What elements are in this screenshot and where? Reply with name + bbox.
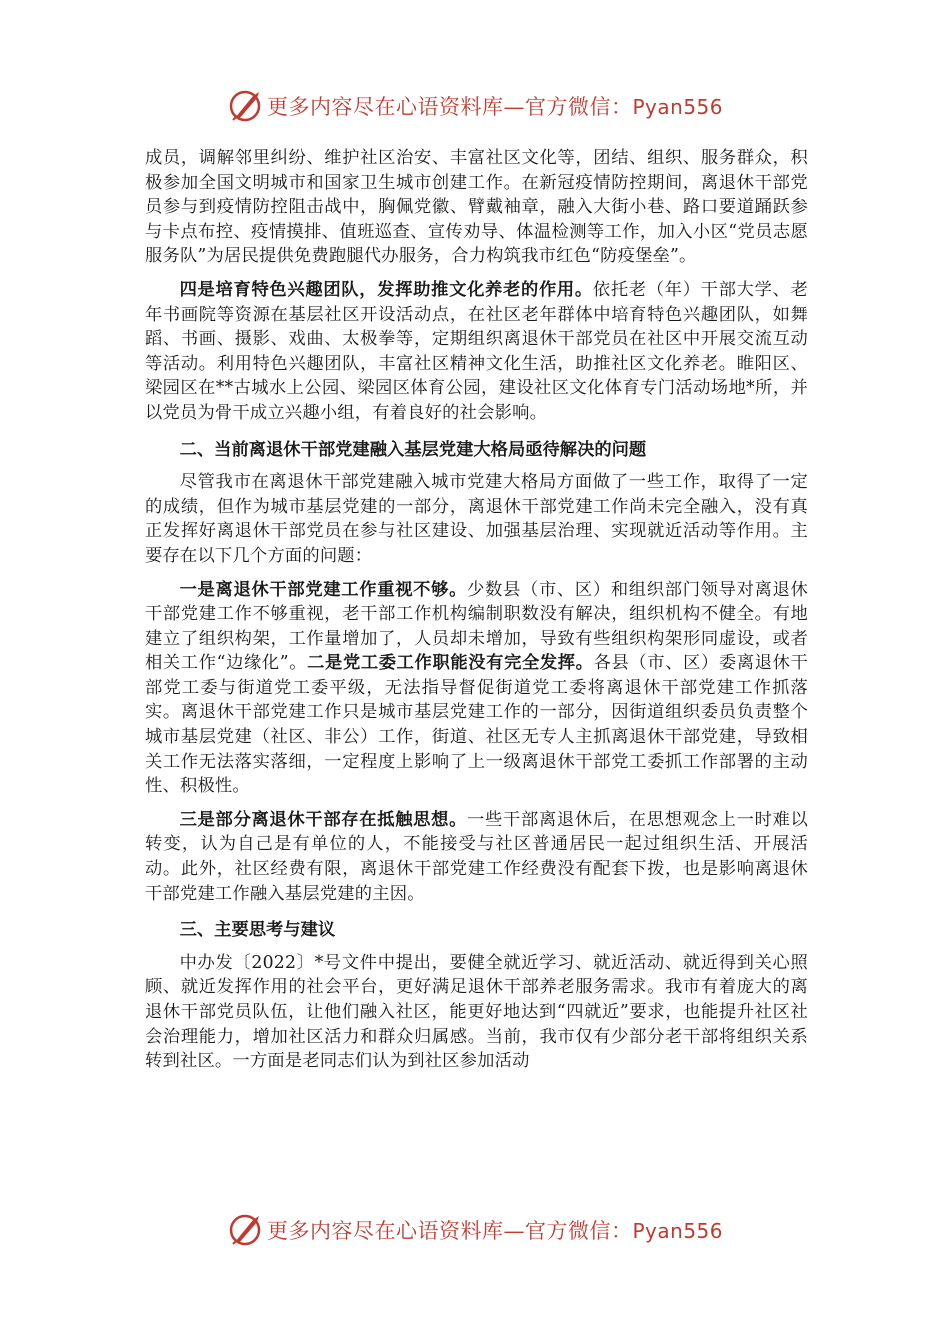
wechat-id: Pyan556 bbox=[632, 1219, 723, 1243]
header-banner bbox=[0, 84, 950, 128]
problem-three-lead: 三是部分离退休干部存在抵触思想。 bbox=[179, 809, 468, 830]
section-heading-three: 三、主要思考与建议 bbox=[179, 920, 336, 941]
problem-one-body: 少数县（市、区）和组织部门领导对离退休干部党建工作不够重视，老干部工作机构编制职数没有解决，组织机构不健全。有地建立了组织构架，工作量增加了，人员却未增加，导致有些组织构架形同虚设，或者相关工作“边缘化”。 bbox=[145, 579, 808, 674]
point-four-body: 依托老（年）干部大学、老年书画院等资源在基层社区开设活动点，在社区老年群体中培育特色兴趣团队，如舞蹈、书画、摄影、戏曲、太极拳等，定期组织离退休干部党员在社区中开展交流互动等活动。利用特色兴趣团队，丰富社区精神文化生活，助推社区文化养老。睢阳区、梁园区在**古城水上公园、梁园区体育公园，建设社区文化体育专门活动场地*所，并以党员为骨干成立兴趣小组，有着良好的社会影响。 bbox=[145, 279, 808, 423]
footer-banner bbox=[0, 1208, 950, 1252]
quill-pen-logo-icon bbox=[227, 1212, 263, 1248]
wechat-id: Pyan556 bbox=[632, 95, 723, 119]
paragraph-point-four bbox=[145, 278, 808, 426]
banner-text: 更多内容尽在心语资料库—官方微信：Pyan556 bbox=[266, 95, 723, 119]
problem-two-body: 各县（市、区）委离退休干部党工委与街道党工委平级，无法指导督促街道党工委将离退休干部党建工作抓落实。离退休干部党建工作只是城市基层党建工作的一部分，因街道组织委员负责整个城市基层党建（社区、非公）工作，街道、社区无专人主抓离退休干部党建，导致相关工作无法落实落细，一定程度上影响了上一级离退休干部党工委抓工作部署的主动性、积极性。 bbox=[145, 653, 809, 797]
problem-two-lead: 二是党工委工作职能没有完全发挥。 bbox=[307, 653, 594, 674]
document-body bbox=[145, 146, 808, 1074]
paragraph-suggestions: 中办发〔2022〕*号文件中提出，要健全就近学习、就近活动、就近得到关心照顾、就近发挥作用的社会平台，更好满足退休干部养老服务需求。我市有着庞大的离退休干部党员队伍，让他们融入社区，能更好地达到“四就近”要求，也能提升社区社会治理能力，增加社区活力和群众归属感。当前，我市仅有少部分老干部将组织关系转到社区。一方面是老同志们认为到社区参加活动 bbox=[145, 952, 808, 1072]
problem-one-lead: 一是离退休干部党建工作重视不够。 bbox=[179, 579, 468, 600]
paragraph-continued: 成员，调解邻里纠纷、维护社区治安、丰富社区文化等，团结、组织、服务群众，积极参加全国文明城市和国家卫生城市创建工作。在新冠疫情防控期间，离退休干部党员参与到疫情防控阻击战中，胸佩党徽、臂戴袖章，融入大街小巷、路口要道踊跃参与卡点布控、疫情摸排、值班巡查、宣传劝导、体温检测等工作，加入小区“党员志愿服务队”为居民提供免费跑腿代办服务，合力构筑我市红色“防疫堡垒”。 bbox=[145, 148, 808, 267]
quill-pen-logo-icon bbox=[227, 88, 263, 124]
banner-text: 更多内容尽在心语资料库—官方微信：Pyan556 bbox=[266, 1219, 723, 1243]
paragraph-problems-intro: 尽管我市在离退休干部党建融入城市党建大格局方面做了一些工作，取得了一定的成绩，但作为城市基层党建的一部分，离退休干部党建工作尚未完全融入，没有真正发挥好离退休干部党员在参与社区建设、加强基层治理、实现就近活动等作用。主要存在以下几个方面的问题： bbox=[145, 472, 808, 566]
problem-three-body: 一些干部离退休后，在思想观念上一时难以转变，认为自己是有单位的人，不能接受与社区普通居民一起过组织生活、开展活动。此外，社区经费有限，离退休干部党建工作经费没有配套下拨，也是影响离退休干部党建工作融入基层党建的主因。 bbox=[145, 809, 808, 904]
paragraph-problem-one-two bbox=[145, 578, 808, 799]
point-four-lead: 四是培育特色兴趣团队，发挥助推文化养老的作用。 bbox=[179, 279, 593, 300]
section-heading-two: 二、当前离退休干部党建融入基层党建大格局亟待解决的问题 bbox=[179, 439, 647, 460]
paragraph-problem-three bbox=[145, 808, 808, 906]
